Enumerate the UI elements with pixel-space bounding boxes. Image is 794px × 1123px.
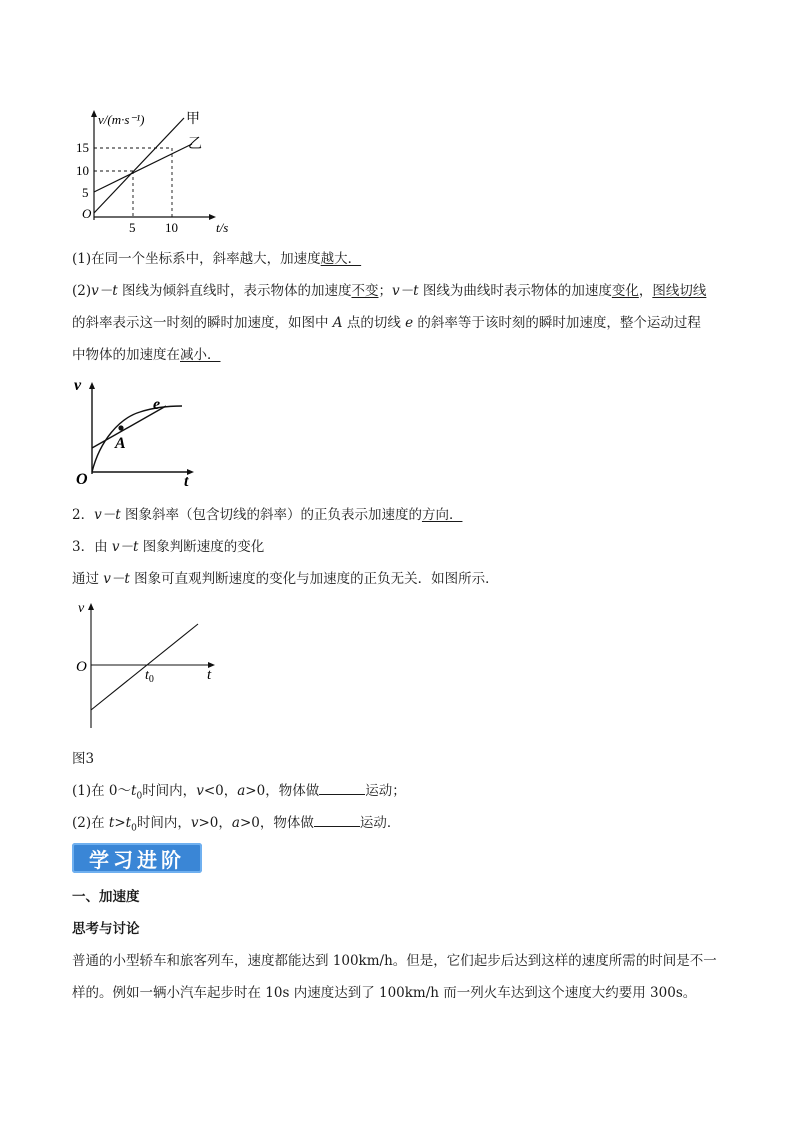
section-banner: 学习进阶 [72, 843, 202, 873]
graph3-x-label: t [207, 667, 212, 683]
item-3: 3．由 v－t 图象判断速度的变化 [72, 539, 265, 555]
graph1-xtick-10: 10 [165, 220, 178, 233]
answer-blank-2[interactable] [314, 814, 360, 827]
graph2-origin: O [76, 471, 88, 488]
graph3-t0-label: $t_0$ [145, 668, 154, 685]
para-slope-2-line3: 中物体的加速度在减小． [72, 347, 221, 363]
graph1-y-label: v/(m·s⁻¹) [98, 112, 145, 127]
graph2-e-label: e [153, 396, 161, 413]
graph1-ytick-15: 15 [76, 140, 89, 155]
answer-blank-1[interactable] [319, 782, 365, 795]
graph1-yi-label: 乙 [188, 137, 202, 152]
velocity-curve [92, 406, 182, 472]
subsection-heading: 思考与讨论 [72, 921, 140, 937]
graph1-xtick-5: 5 [129, 220, 136, 233]
figure-caption: 图3 [72, 751, 95, 767]
item-2: 2．v－t 图象斜率（包含切线的斜率）的正负表示加速度的方向． [72, 507, 463, 523]
graph2-a-label: A [115, 435, 126, 452]
graph-velocity-jia-yi [70, 108, 250, 233]
graph-tangent-curve [70, 378, 205, 488]
point-a [118, 425, 123, 430]
graph1-ytick-5: 5 [82, 185, 89, 200]
question-2: (2)在 $t>t_0$时间内，v>0，a>0，物体做 运动． [72, 815, 401, 834]
graph2-x-label: t [184, 473, 189, 488]
graph1-ytick-10: 10 [76, 163, 89, 178]
discussion-line-2: 样的。例如一辆小汽车起步时在 10s 内速度达到了 100km/h 而一列火车达到这个速度大约要用 300s。 [72, 985, 697, 1001]
velocity-line [91, 624, 198, 710]
intro-text: 通过 v－t 图象可直观判断速度的变化与加速度的正负无关．如图所示． [72, 571, 499, 587]
para-slope-2-line2: 的斜率表示这一时刻的瞬时加速度，如图中 A 点的切线 e 的斜率等于该时刻的瞬时加速度，整个运动过程 [72, 315, 701, 331]
line-yi [94, 144, 192, 192]
graph-crossing-t0 [72, 598, 222, 730]
para-slope-1: (1)在同一个坐标系中，斜率越大，加速度越大． [72, 251, 362, 267]
question-1: (1)在 $0\sim t_0$时间内，v<0，a>0，物体做 运动； [72, 783, 406, 802]
graph3-y-label: v [78, 601, 85, 616]
graph1-origin: O [82, 206, 92, 221]
discussion-line-1: 普通的小型轿车和旅客列车，速度都能达到 100km/h。但是，它们起步后达到这样的速度所需的时间是不一 [72, 953, 717, 969]
graph1-jia-label: 甲 [186, 112, 200, 127]
graph2-y-label: v [74, 378, 82, 394]
graph1-x-label: t/s [216, 220, 229, 233]
section-heading: 一、加速度 [72, 889, 140, 905]
graph3-origin: O [76, 659, 87, 675]
line-jia [94, 118, 184, 213]
para-slope-2-line1: (2)v－t 图线为倾斜直线时，表示物体的加速度不变；v－t 图线为曲线时表示物体的加速度变化，图线切线 [72, 283, 707, 299]
